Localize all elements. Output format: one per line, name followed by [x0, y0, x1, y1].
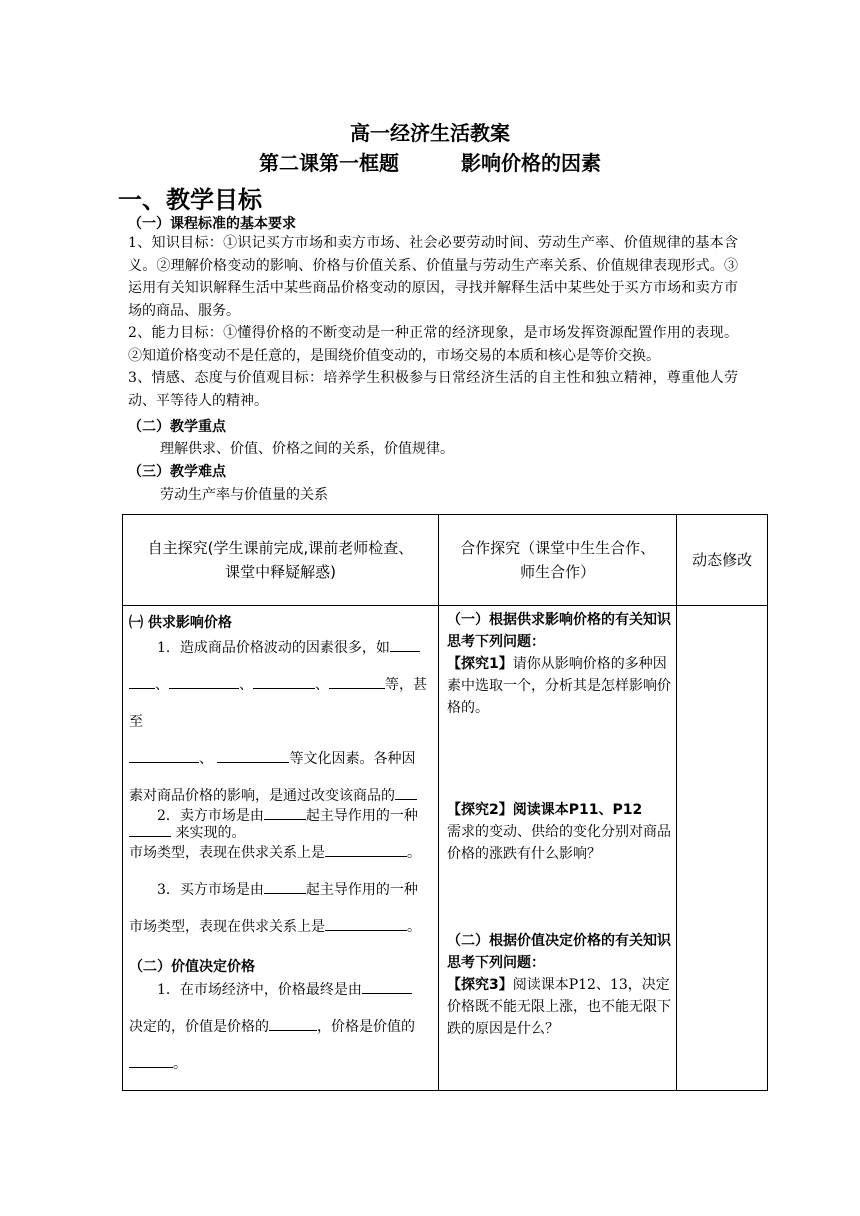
q1-line2: 、 、 、 等，甚至 [129, 667, 433, 741]
q3-text-c: 市场类型，表现在供求关系上是 [129, 919, 325, 935]
section-supply-demand-heading: ㈠ 供求影响价格 [129, 615, 232, 631]
q2-block [129, 798, 433, 872]
subheading-curriculum: （一）课程标准的基本要求 [128, 216, 296, 232]
q1-text-c: 等文化因素。各种因 [289, 751, 416, 767]
document-title: 高一经济生活教案 [350, 121, 510, 145]
coop-section2-heading: （二）根据价值决定价格的有关知识思考下列问题： [446, 933, 671, 971]
q4-line3: 。 [129, 1046, 433, 1083]
inquiry-table [122, 514, 768, 1091]
inquiry-1-label: 【探究1】 [446, 656, 513, 672]
header-dynamic-line1: 动态修改 [692, 551, 753, 569]
lesson-subtitle [0, 147, 860, 176]
lesson-number: 第二课第一框题 [259, 151, 400, 175]
q4-block [129, 972, 433, 1083]
self-inquiry-cell [123, 606, 439, 1091]
fill-blank[interactable] [362, 979, 412, 994]
paragraph-knowledge-goal: 1、知识目标：①识记买方市场和卖方市场、社会必要劳动时间、劳动生产率、价值规律的基本含义。②理解价格变动的影响、价格与价值关系、价值量与劳动生产率关系、价值规律表现形式。③运用有关知识解释生活中某些商品价格变动的原因，寻找并解释生活中某些处于买方市场和卖方市场的商品、服务。 [128, 235, 738, 319]
subheading-key-points: （二）教学重点 [128, 419, 226, 435]
q4-line2 [129, 1009, 433, 1046]
q3-text-a: 3．买方市场是由 [157, 882, 264, 898]
fill-blank[interactable] [129, 1053, 173, 1068]
inquiry-3-text: 阅读课本P12、13，决定价格既不能无限上涨，也不能无限下跌的原因是什么？ [446, 977, 671, 1037]
q3-block [129, 872, 433, 946]
q1-line3: 、 等文化因素。各种因 [129, 741, 433, 778]
key-points-text: 理解供求、价值、价格之间的关系，价值规律。 [160, 441, 454, 457]
inquiry-2-label: 【探究2】阅读课本P11、P12 [446, 802, 643, 818]
fill-blank[interactable] [253, 674, 315, 689]
q4-line1 [129, 972, 433, 1009]
header-self-inquiry-line1: 自主探究(学生课前完成,课前老师检查、 [147, 539, 414, 557]
inquiry-2-text: 需求的变动、供给的变化分别对商品价格的涨跌有什么影响？ [446, 824, 671, 862]
q2-text-a: 2．卖方市场是由 [157, 808, 264, 824]
header-cooperative-inquiry [438, 515, 676, 606]
header-coop-line1: 合作探究（课堂中生生合作、 [460, 539, 656, 557]
q4-text-b: 决定的，价值是价格的 [129, 1019, 269, 1035]
dynamic-revision-cell[interactable] [677, 606, 768, 1091]
section-value-heading: （二）价值决定价格 [129, 959, 255, 975]
inquiry-3 [447, 974, 673, 1040]
q3-line1 [129, 872, 433, 909]
paragraph-attitude-goal: 3、情感、态度与价值观目标：培养学生积极参与日常经济生活的自主性和独立精神，尊重他人劳动、平等待人的精神。 [128, 370, 738, 409]
fill-blank[interactable] [325, 916, 407, 931]
lesson-topic: 影响价格的因素 [460, 151, 601, 175]
subheading-difficulties: （三）教学难点 [128, 464, 226, 480]
coop-section1-heading: （一）根据供求影响价格的有关知识思考下列问题： [446, 612, 671, 650]
q4-text-c: ，价格是价值的 [317, 1019, 415, 1035]
header-coop-line2: 师生合作） [520, 563, 596, 581]
fill-blank[interactable] [269, 1016, 317, 1031]
fill-blank[interactable] [217, 748, 289, 763]
fill-blank[interactable] [325, 842, 407, 857]
header-dynamic-revision [677, 515, 768, 606]
fill-blank[interactable] [264, 805, 306, 820]
q3-line2: 市场类型，表现在供求关系上是 。 [129, 909, 433, 946]
q2-line1 [129, 798, 433, 835]
q3-text-b: 起主导作用的一种 [305, 882, 418, 898]
q1-text-b: 等，甚至 [129, 677, 427, 730]
section-heading-objectives: 一、教学目标 [118, 186, 262, 214]
q2-line2: 市场类型，表现在供求关系上是 。 [129, 835, 433, 872]
q2-text-b: 起主导作用的一种 [305, 808, 418, 824]
fill-blank[interactable] [129, 748, 199, 763]
paragraph-ability-goal: 2、能力目标：①懂得价格的不断变动是一种正常的经济现象，是市场发挥资源配置作用的表现。②知道价格变动不是任意的，是围绕价值变动的，市场交易的本质和核心是等价交换。 [128, 325, 738, 364]
difficulties-text: 劳动生产率与价值量的关系 [160, 487, 328, 503]
inquiry-3-label: 【探究3】 [446, 977, 513, 993]
inquiry-2 [447, 799, 673, 865]
fill-blank[interactable] [264, 879, 306, 894]
q4-text-a: 1．在市场经济中，价格最终是由 [157, 982, 362, 998]
q1-text-d: 素对商品价格的影响，是通过改变该商品的 [129, 788, 395, 804]
fill-blank[interactable] [129, 674, 155, 689]
inquiry-1 [447, 653, 673, 719]
q1-line1 [129, 630, 433, 667]
header-self-inquiry [123, 515, 439, 606]
header-self-inquiry-line2: 课堂中释疑解惑) [225, 563, 336, 581]
q1-text-a: 1．造成商品价格波动的因素很多，如 [157, 640, 390, 656]
inquiry-1-text: 请你从影响价格的多种因素中选取一个，分析其是怎样影响价格的。 [446, 656, 671, 716]
cooperative-inquiry-cell [438, 606, 676, 1091]
fill-blank[interactable] [169, 674, 239, 689]
fill-blank[interactable] [390, 637, 420, 652]
q1-text-e: 来实现的。 [175, 825, 246, 841]
fill-blank[interactable] [329, 674, 385, 689]
q2-text-c: 市场类型，表现在供求关系上是 [129, 845, 325, 861]
